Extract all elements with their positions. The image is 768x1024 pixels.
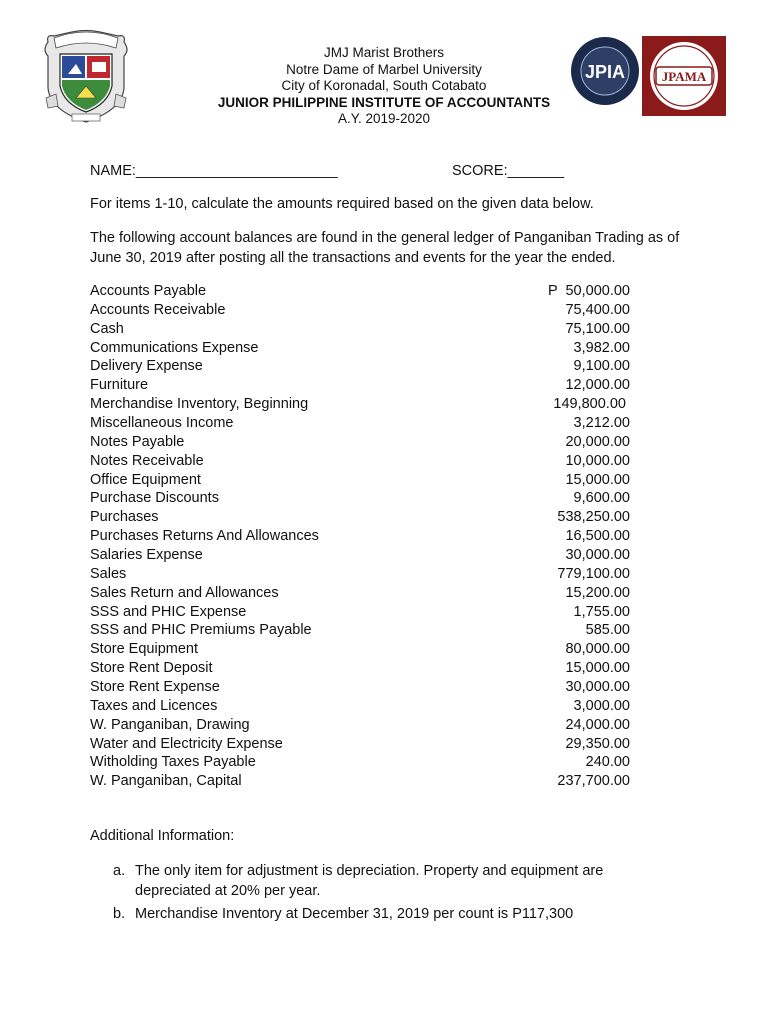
header-line-5: A.Y. 2019-2020 (337, 111, 431, 127)
ledger-row (90, 772, 630, 791)
ledger-row (90, 395, 630, 414)
account-amount: 29,350.00 (565, 735, 630, 752)
list-text: The only item for adjustment is depreciation. Property and equipment are depreciated at 20% per year. (135, 863, 604, 899)
ledger-row (90, 489, 630, 508)
account-name: Witholding Taxes Payable (90, 754, 256, 771)
account-name: Purchase Discounts (90, 490, 219, 507)
ledger-row (90, 471, 630, 490)
ledger-row (90, 659, 630, 678)
account-amount: 3,212.00 (573, 415, 630, 432)
jpama-logo (642, 36, 726, 116)
letterhead (180, 45, 588, 128)
account-name: Store Equipment (90, 641, 199, 658)
account-amount: P 50,000.00 (548, 283, 630, 299)
ledger-row (90, 508, 630, 527)
score-field-line: SCORE:_______ (452, 163, 565, 179)
account-name: Store Rent Expense (90, 679, 220, 696)
ledger-balances-table (90, 282, 630, 791)
ledger-row (90, 697, 630, 716)
ledger-row (90, 301, 630, 320)
account-amount: 24,000.00 (565, 716, 630, 733)
list-marker: b. (113, 906, 126, 922)
ledger-row (90, 584, 630, 603)
account-amount: 538,250.00 (557, 509, 630, 526)
account-amount: 75,400.00 (565, 301, 630, 318)
account-name: Office Equipment (90, 471, 201, 488)
account-name: Furniture (90, 377, 149, 394)
account-amount: 15,000.00 (565, 471, 630, 488)
svg-text:JPAMA: JPAMA (661, 69, 707, 84)
additional-information-title: Additional Information: (90, 828, 235, 844)
account-name: Purchases Returns And Allowances (90, 528, 319, 545)
ledger-row (90, 376, 630, 395)
ledger-row (90, 320, 630, 339)
account-amount: 240.00 (585, 754, 630, 771)
university-seal-logo (42, 28, 130, 124)
list-marker: a. (113, 863, 126, 879)
list-item (113, 905, 673, 925)
additional-information-list (113, 862, 673, 929)
account-amount: 16,500.00 (565, 528, 630, 545)
ledger-row (90, 433, 630, 452)
account-name: Notes Payable (90, 433, 185, 450)
account-name: Delivery Expense (90, 358, 203, 375)
header-line-3: City of Koronadal, South Cotabato (281, 78, 487, 94)
account-amount: 30,000.00 (565, 679, 630, 696)
jpia-logo (570, 36, 640, 106)
ledger-row (90, 753, 630, 772)
account-amount: 779,100.00 (557, 565, 630, 582)
ledger-row (90, 603, 630, 622)
account-name: Sales Return and Allowances (90, 584, 279, 601)
account-amount: 237,700.00 (557, 773, 630, 790)
account-amount: 15,200.00 (565, 584, 630, 601)
ledger-row (90, 621, 630, 640)
ledger-row (90, 546, 630, 565)
account-name: Merchandise Inventory, Beginning (90, 396, 309, 413)
account-amount: 30,000.00 (565, 547, 630, 564)
ledger-row (90, 565, 630, 584)
account-name: Accounts Payable (90, 283, 207, 299)
account-amount: 20,000.00 (565, 433, 630, 450)
ledger-row (90, 716, 630, 735)
account-amount: 3,000.00 (573, 697, 630, 714)
account-amount: 75,100.00 (565, 320, 630, 337)
account-name: Water and Electricity Expense (90, 735, 283, 752)
account-name: Communications Expense (90, 339, 259, 356)
account-name: W. Panganiban, Drawing (90, 716, 250, 733)
account-amount: 9,100.00 (573, 358, 630, 375)
account-name: Taxes and Licences (90, 697, 218, 714)
account-amount: 10,000.00 (565, 452, 630, 469)
svg-text:JPIA: JPIA (584, 62, 626, 82)
instructions-text: For items 1-10, calculate the amounts required based on the given data below. (90, 196, 594, 212)
account-amount: 3,982.00 (573, 339, 630, 356)
account-name: Cash (90, 320, 124, 337)
account-amount: 80,000.00 (565, 641, 630, 658)
ledger-row (90, 414, 630, 433)
account-name: Store Rent Deposit (90, 660, 213, 677)
list-item (113, 862, 673, 901)
header-line-4: JUNIOR PHILIPPINE INSTITUTE OF ACCOUNTANTS (217, 94, 551, 110)
intro-paragraph: The following account balances are found in the general ledger of Panganiban Trading as of June 30, 2019 after posting all the transactions and events for the year the ended. (90, 230, 680, 266)
account-amount: 12,000.00 (565, 377, 630, 394)
account-amount: 15,000.00 (565, 660, 630, 677)
account-name: Miscellaneous Income (90, 415, 234, 432)
ledger-row (90, 640, 630, 659)
ledger-row (90, 282, 630, 301)
account-name: W. Panganiban, Capital (90, 773, 242, 790)
ledger-row (90, 678, 630, 697)
ledger-row (90, 357, 630, 376)
account-amount: 585.00 (585, 622, 630, 639)
account-amount: 149,800.00 (553, 396, 630, 413)
account-name: Salaries Expense (90, 547, 203, 564)
ledger-row (90, 339, 630, 358)
header-line-2: Notre Dame of Marbel University (286, 61, 482, 77)
ledger-row (90, 452, 630, 471)
header-line-1: JMJ Marist Brothers (323, 45, 445, 60)
account-name: Notes Receivable (90, 452, 204, 469)
ledger-row (90, 527, 630, 546)
ledger-row (90, 735, 630, 754)
account-name: Purchases (90, 509, 159, 526)
name-field-line: NAME:_________________________ (90, 163, 338, 179)
account-name: Sales (90, 565, 127, 582)
account-amount: 9,600.00 (573, 490, 630, 507)
account-name: SSS and PHIC Expense (90, 603, 247, 620)
account-name: Accounts Receivable (90, 301, 226, 318)
list-text: Merchandise Inventory at December 31, 2019 per count is P117,300 (135, 906, 574, 922)
account-name: SSS and PHIC Premiums Payable (90, 622, 312, 639)
account-amount: 1,755.00 (573, 603, 630, 620)
